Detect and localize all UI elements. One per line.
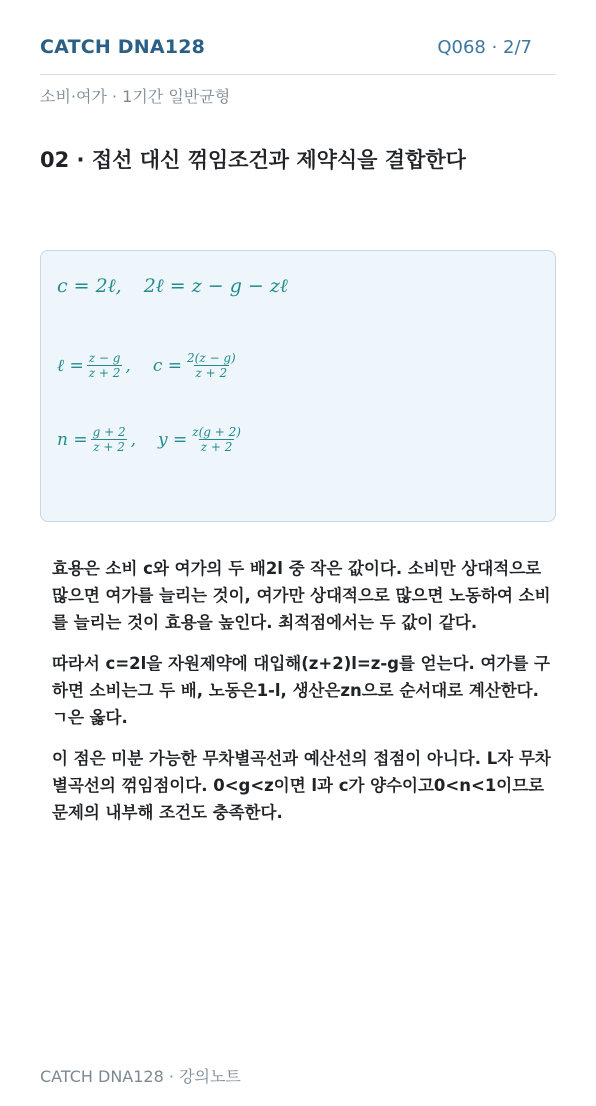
fraction-labor (91, 425, 128, 454)
fraction-leisure (87, 351, 123, 380)
paragraph-1: 효용은 소비 c와 여가의 두 배2l 중 작은 값이다. 소비만 상대적으로 많으면 여가를 늘리는 것이, 여가만 상대적으로 많으면 노동하여 소비를 늘리는 것이 효용을 높인다. 최적점에서는 두 값이 같다. (52, 559, 551, 632)
paragraph-2: 따라서 c=2l을 자원제약에 대입해(z+2)l=z-g를 얻는다. 여가를 구하면 소비는그 두 배, 노동은1-l, 생산은zn으로 순서대로 계산한다. ㄱ은 옳다. (52, 654, 550, 727)
fraction-denominator: z + 2 (195, 366, 228, 380)
paragraph-3: 이 점은 미분 가능한 무차별곡선과 예산선의 접점이 아니다. L자 무차별곡선의 꺾임점이다. 0<g<z이면 l과 c가 양수이고0<n<1이므로 문제의 내부해 조건도 충족한다. (52, 749, 551, 822)
fraction-denominator: z + 2 (93, 440, 125, 454)
brand-title: CATCH DNA128 (40, 36, 206, 58)
comma: , (125, 355, 131, 376)
fraction-output (190, 425, 243, 454)
header (40, 36, 556, 75)
equation-consumption-lhs: c = (152, 355, 182, 376)
fraction-numerator: z − g (88, 351, 121, 365)
equation-output-lhs: y = (158, 429, 188, 450)
fraction-denominator: z + 2 (200, 440, 233, 454)
fraction-numerator: 2(z − g) (187, 351, 236, 365)
equation-line-3 (57, 425, 246, 454)
fraction-numerator: g + 2 (92, 425, 126, 439)
fraction-numerator: z(g + 2) (192, 425, 241, 439)
fraction-denominator: z + 2 (88, 366, 121, 380)
equation-line-2 (57, 351, 241, 380)
equation-labor-lhs: n = (57, 429, 88, 450)
equation-consumption: c = 2ℓ, (57, 275, 122, 297)
footer-text: CATCH DNA128 · 강의노트 (40, 1067, 241, 1086)
equation-box (40, 250, 556, 522)
equation-line-1 (57, 275, 288, 298)
fraction-consumption (185, 351, 238, 380)
question-number: Q068 · 2/7 (437, 37, 532, 58)
breadcrumb: 소비·여가 · 1기간 일반균형 (40, 87, 231, 106)
comma: , (130, 429, 137, 450)
section-title: 02 · 접선 대신 꺾임조건과 제약식을 결합한다 (40, 148, 466, 172)
equation-resource-constraint: 2ℓ = z − g − zℓ (143, 275, 288, 297)
equation-leisure-lhs: ℓ = (57, 355, 84, 376)
